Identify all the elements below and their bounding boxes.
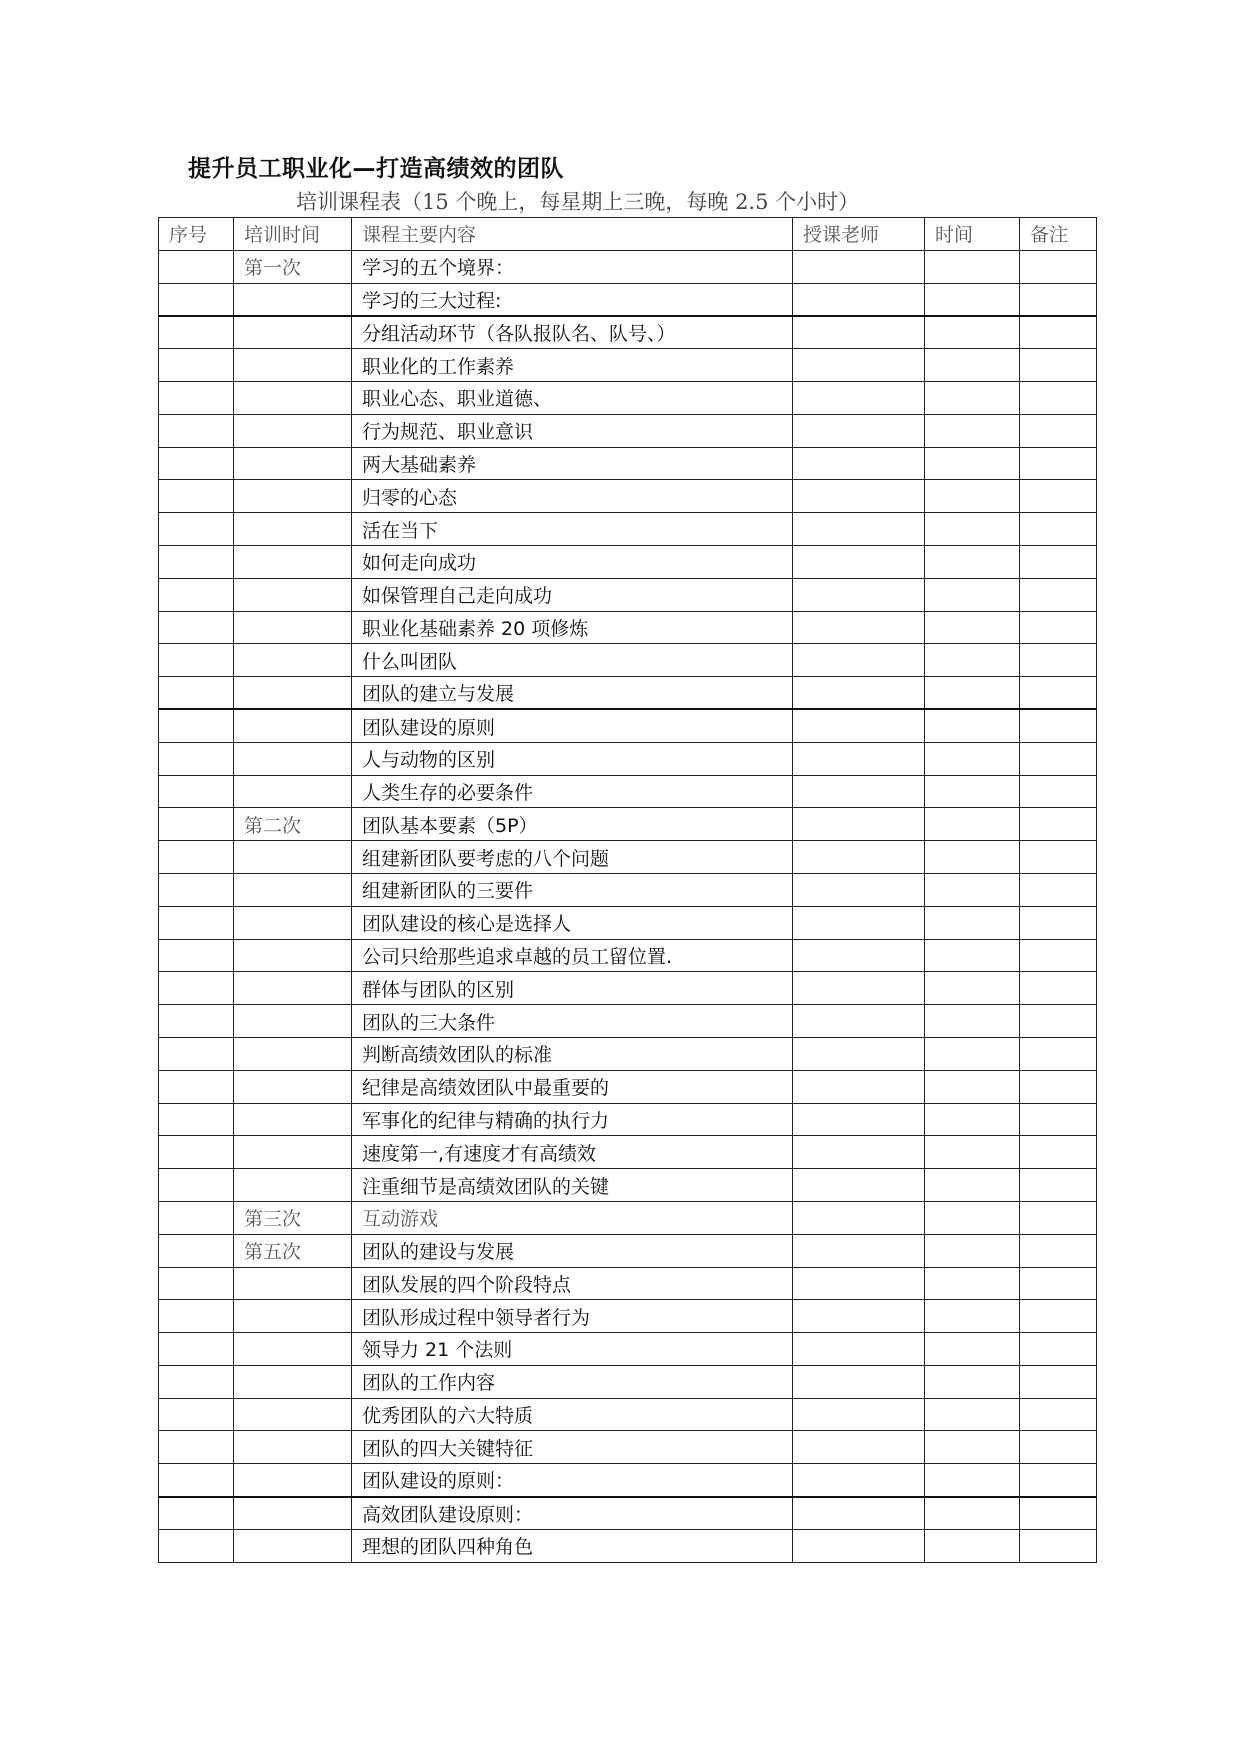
- remarks-cell: [1020, 414, 1097, 447]
- instructor-cell: [793, 513, 925, 546]
- remarks-cell: [1020, 1300, 1097, 1333]
- session-cell: [234, 841, 352, 874]
- remarks-cell: [1020, 873, 1097, 906]
- time-cell: [925, 1267, 1020, 1300]
- content-cell: 团队的工作内容: [352, 1365, 793, 1398]
- remarks-cell: [1020, 1103, 1097, 1136]
- session-cell: [234, 873, 352, 906]
- remarks-cell: [1020, 742, 1097, 775]
- content-cell: 人与动物的区别: [352, 742, 793, 775]
- remarks-cell: [1020, 381, 1097, 414]
- content-cell: 组建新团队要考虑的八个问题: [352, 841, 793, 874]
- index-cell: [159, 1333, 234, 1366]
- table-row: [159, 513, 1097, 546]
- index-cell: [159, 578, 234, 611]
- remarks-cell: [1020, 1529, 1097, 1562]
- index-cell: [159, 775, 234, 808]
- session-cell: [234, 939, 352, 972]
- index-cell: [159, 480, 234, 513]
- time-cell: [925, 939, 1020, 972]
- remarks-cell: [1020, 513, 1097, 546]
- index-cell: [159, 1529, 234, 1562]
- time-cell: [925, 578, 1020, 611]
- content-cell: 活在当下: [352, 513, 793, 546]
- remarks-cell: [1020, 841, 1097, 874]
- time-cell: [925, 873, 1020, 906]
- table-row: [159, 1431, 1097, 1464]
- content-cell: 军事化的纪律与精确的执行力: [352, 1103, 793, 1136]
- time-cell: [925, 447, 1020, 480]
- instructor-cell: [793, 972, 925, 1005]
- instructor-cell: [793, 1103, 925, 1136]
- content-cell: 学习的五个境界：: [352, 250, 793, 283]
- time-cell: [925, 1529, 1020, 1562]
- session-cell: [234, 1333, 352, 1366]
- header-instructor: 授课老师: [793, 218, 925, 251]
- instructor-cell: [793, 1300, 925, 1333]
- session-cell: [234, 1037, 352, 1070]
- time-cell: [925, 1070, 1020, 1103]
- index-cell: [159, 1103, 234, 1136]
- table-row: [159, 1497, 1097, 1530]
- table-row: [159, 1365, 1097, 1398]
- content-cell: 团队建设的核心是选择人: [352, 906, 793, 939]
- content-cell: 团队形成过程中领导者行为: [352, 1300, 793, 1333]
- time-cell: [925, 283, 1020, 316]
- content-cell: 理想的团队四种角色: [352, 1529, 793, 1562]
- time-cell: [925, 1431, 1020, 1464]
- instructor-cell: [793, 414, 925, 447]
- remarks-cell: [1020, 677, 1097, 710]
- session-cell: [234, 1497, 352, 1530]
- index-cell: [159, 349, 234, 382]
- header-training-time: 培训时间: [234, 218, 352, 251]
- index-cell: [159, 1005, 234, 1038]
- remarks-cell: [1020, 1201, 1097, 1234]
- table-row: [159, 644, 1097, 677]
- content-cell: 职业化的工作素养: [352, 349, 793, 382]
- session-cell: 第二次: [234, 808, 352, 841]
- table-row: [159, 349, 1097, 382]
- instructor-cell: [793, 578, 925, 611]
- instructor-cell: [793, 1201, 925, 1234]
- index-cell: [159, 709, 234, 742]
- instructor-cell: [793, 906, 925, 939]
- remarks-cell: [1020, 1005, 1097, 1038]
- session-cell: [234, 1365, 352, 1398]
- session-cell: [234, 1005, 352, 1038]
- instructor-cell: [793, 742, 925, 775]
- header-remarks: 备注: [1020, 218, 1097, 251]
- remarks-cell: [1020, 578, 1097, 611]
- session-cell: [234, 906, 352, 939]
- remarks-cell: [1020, 1431, 1097, 1464]
- session-cell: [234, 480, 352, 513]
- session-cell: 第一次: [234, 250, 352, 283]
- session-cell: [234, 316, 352, 349]
- instructor-cell: [793, 939, 925, 972]
- index-cell: [159, 1431, 234, 1464]
- index-cell: [159, 644, 234, 677]
- table-row: [159, 1169, 1097, 1202]
- remarks-cell: [1020, 283, 1097, 316]
- index-cell: [159, 1136, 234, 1169]
- session-cell: [234, 1529, 352, 1562]
- session-cell: [234, 578, 352, 611]
- instructor-cell: [793, 1136, 925, 1169]
- instructor-cell: [793, 480, 925, 513]
- time-cell: [925, 250, 1020, 283]
- page-title: 提升员工职业化—打造高绩效的团队: [188, 156, 564, 182]
- remarks-cell: [1020, 1037, 1097, 1070]
- session-cell: [234, 1398, 352, 1431]
- remarks-cell: [1020, 709, 1097, 742]
- table-row: [159, 545, 1097, 578]
- time-cell: [925, 808, 1020, 841]
- session-cell: [234, 381, 352, 414]
- table-row: [159, 709, 1097, 742]
- instructor-cell: [793, 447, 925, 480]
- index-cell: [159, 414, 234, 447]
- remarks-cell: [1020, 644, 1097, 677]
- time-cell: [925, 1464, 1020, 1497]
- remarks-cell: [1020, 611, 1097, 644]
- instructor-cell: [793, 841, 925, 874]
- header-time: 时间: [925, 218, 1020, 251]
- table-row: [159, 414, 1097, 447]
- remarks-cell: [1020, 1136, 1097, 1169]
- time-cell: [925, 316, 1020, 349]
- content-cell: 团队的三大条件: [352, 1005, 793, 1038]
- time-cell: [925, 906, 1020, 939]
- session-cell: [234, 611, 352, 644]
- index-cell: [159, 808, 234, 841]
- time-cell: [925, 1005, 1020, 1038]
- session-cell: [234, 513, 352, 546]
- content-cell: 职业心态、职业道德、: [352, 381, 793, 414]
- content-cell: 优秀团队的六大特质: [352, 1398, 793, 1431]
- content-cell: 互动游戏: [352, 1201, 793, 1234]
- index-cell: [159, 1497, 234, 1530]
- session-cell: [234, 1267, 352, 1300]
- content-cell: 速度第一,有速度才有高绩效: [352, 1136, 793, 1169]
- time-cell: [925, 1333, 1020, 1366]
- table-row: [159, 1529, 1097, 1562]
- table-row: [159, 972, 1097, 1005]
- content-cell: 两大基础素养: [352, 447, 793, 480]
- table-header-row: [159, 218, 1097, 251]
- index-cell: [159, 873, 234, 906]
- table-row: [159, 1136, 1097, 1169]
- instructor-cell: [793, 1398, 925, 1431]
- table-row: [159, 1234, 1097, 1267]
- table-row: [159, 808, 1097, 841]
- remarks-cell: [1020, 447, 1097, 480]
- session-cell: [234, 742, 352, 775]
- remarks-cell: [1020, 1497, 1097, 1530]
- content-cell: 注重细节是高绩效团队的关键: [352, 1169, 793, 1202]
- table-body: [159, 250, 1097, 1562]
- remarks-cell: [1020, 939, 1097, 972]
- remarks-cell: [1020, 775, 1097, 808]
- instructor-cell: [793, 1169, 925, 1202]
- time-cell: [925, 1169, 1020, 1202]
- instructor-cell: [793, 250, 925, 283]
- index-cell: [159, 250, 234, 283]
- header-course-content: 课程主要内容: [352, 218, 793, 251]
- table-row: [159, 841, 1097, 874]
- instructor-cell: [793, 1037, 925, 1070]
- index-cell: [159, 1201, 234, 1234]
- instructor-cell: [793, 1497, 925, 1530]
- instructor-cell: [793, 316, 925, 349]
- time-cell: [925, 1234, 1020, 1267]
- remarks-cell: [1020, 1169, 1097, 1202]
- time-cell: [925, 414, 1020, 447]
- table-row: [159, 1037, 1097, 1070]
- remarks-cell: [1020, 349, 1097, 382]
- table-row: [159, 677, 1097, 710]
- remarks-cell: [1020, 1070, 1097, 1103]
- time-cell: [925, 775, 1020, 808]
- session-cell: 第三次: [234, 1201, 352, 1234]
- remarks-cell: [1020, 480, 1097, 513]
- time-cell: [925, 644, 1020, 677]
- instructor-cell: [793, 808, 925, 841]
- table-row: [159, 1398, 1097, 1431]
- session-cell: [234, 972, 352, 1005]
- remarks-cell: [1020, 1234, 1097, 1267]
- table-row: [159, 1333, 1097, 1366]
- instructor-cell: [793, 1464, 925, 1497]
- time-cell: [925, 1136, 1020, 1169]
- index-cell: [159, 939, 234, 972]
- content-cell: 职业化基础素养 20 项修炼: [352, 611, 793, 644]
- content-cell: 团队的建设与发展: [352, 1234, 793, 1267]
- index-cell: [159, 283, 234, 316]
- remarks-cell: [1020, 316, 1097, 349]
- index-cell: [159, 316, 234, 349]
- session-cell: [234, 709, 352, 742]
- index-cell: [159, 611, 234, 644]
- session-cell: [234, 414, 352, 447]
- session-cell: [234, 775, 352, 808]
- time-cell: [925, 1037, 1020, 1070]
- time-cell: [925, 1201, 1020, 1234]
- session-cell: [234, 1136, 352, 1169]
- index-cell: [159, 906, 234, 939]
- index-cell: [159, 677, 234, 710]
- content-cell: 行为规范、职业意识: [352, 414, 793, 447]
- instructor-cell: [793, 873, 925, 906]
- time-cell: [925, 1497, 1020, 1530]
- content-cell: 学习的三大过程:: [352, 283, 793, 316]
- session-cell: [234, 644, 352, 677]
- content-cell: 什么叫团队: [352, 644, 793, 677]
- content-cell: 如何走向成功: [352, 545, 793, 578]
- index-cell: [159, 1300, 234, 1333]
- content-cell: 领导力 21 个法则: [352, 1333, 793, 1366]
- remarks-cell: [1020, 250, 1097, 283]
- table-row: [159, 578, 1097, 611]
- page-subtitle: 培训课程表（15 个晚上，每星期上三晚，每晚 2.5 个小时）: [296, 190, 860, 214]
- time-cell: [925, 841, 1020, 874]
- index-cell: [159, 545, 234, 578]
- instructor-cell: [793, 1005, 925, 1038]
- table-row: [159, 1267, 1097, 1300]
- session-cell: [234, 1300, 352, 1333]
- table-row: [159, 283, 1097, 316]
- session-cell: [234, 283, 352, 316]
- table-row: [159, 1005, 1097, 1038]
- remarks-cell: [1020, 1267, 1097, 1300]
- header-index: 序号: [159, 218, 234, 251]
- content-cell: 团队的建立与发展: [352, 677, 793, 710]
- instructor-cell: [793, 349, 925, 382]
- index-cell: [159, 841, 234, 874]
- index-cell: [159, 1267, 234, 1300]
- index-cell: [159, 447, 234, 480]
- content-cell: 纪律是高绩效团队中最重要的: [352, 1070, 793, 1103]
- time-cell: [925, 545, 1020, 578]
- content-cell: 归零的心态: [352, 480, 793, 513]
- time-cell: [925, 1365, 1020, 1398]
- instructor-cell: [793, 775, 925, 808]
- instructor-cell: [793, 709, 925, 742]
- session-cell: [234, 447, 352, 480]
- table-row: [159, 775, 1097, 808]
- time-cell: [925, 1300, 1020, 1333]
- content-cell: 如保管理自己走向成功: [352, 578, 793, 611]
- instructor-cell: [793, 677, 925, 710]
- index-cell: [159, 1365, 234, 1398]
- time-cell: [925, 611, 1020, 644]
- table-row: [159, 611, 1097, 644]
- session-cell: [234, 677, 352, 710]
- content-cell: 团队发展的四个阶段特点: [352, 1267, 793, 1300]
- time-cell: [925, 972, 1020, 1005]
- instructor-cell: [793, 1070, 925, 1103]
- index-cell: [159, 1464, 234, 1497]
- table-row: [159, 1201, 1097, 1234]
- table-row: [159, 1070, 1097, 1103]
- table-row: [159, 447, 1097, 480]
- session-cell: 第五次: [234, 1234, 352, 1267]
- content-cell: 群体与团队的区别: [352, 972, 793, 1005]
- remarks-cell: [1020, 1365, 1097, 1398]
- instructor-cell: [793, 1365, 925, 1398]
- time-cell: [925, 480, 1020, 513]
- time-cell: [925, 513, 1020, 546]
- table-row: [159, 1103, 1097, 1136]
- content-cell: 高效团队建设原则：: [352, 1497, 793, 1530]
- instructor-cell: [793, 1267, 925, 1300]
- content-cell: 团队建设的原则：: [352, 1464, 793, 1497]
- table-row: [159, 381, 1097, 414]
- time-cell: [925, 1398, 1020, 1431]
- table-row: [159, 939, 1097, 972]
- time-cell: [925, 742, 1020, 775]
- index-cell: [159, 1398, 234, 1431]
- time-cell: [925, 1103, 1020, 1136]
- table-row: [159, 873, 1097, 906]
- index-cell: [159, 1037, 234, 1070]
- content-cell: 团队建设的原则: [352, 709, 793, 742]
- content-cell: 判断高绩效团队的标准: [352, 1037, 793, 1070]
- content-cell: 人类生存的必要条件: [352, 775, 793, 808]
- table-row: [159, 250, 1097, 283]
- remarks-cell: [1020, 545, 1097, 578]
- time-cell: [925, 381, 1020, 414]
- session-cell: [234, 1169, 352, 1202]
- instructor-cell: [793, 611, 925, 644]
- remarks-cell: [1020, 1333, 1097, 1366]
- content-cell: 团队基本要素（5P）: [352, 808, 793, 841]
- session-cell: [234, 349, 352, 382]
- index-cell: [159, 381, 234, 414]
- remarks-cell: [1020, 808, 1097, 841]
- time-cell: [925, 677, 1020, 710]
- remarks-cell: [1020, 1398, 1097, 1431]
- index-cell: [159, 513, 234, 546]
- instructor-cell: [793, 1431, 925, 1464]
- time-cell: [925, 349, 1020, 382]
- table-row: [159, 1300, 1097, 1333]
- instructor-cell: [793, 1234, 925, 1267]
- table-row: [159, 906, 1097, 939]
- remarks-cell: [1020, 972, 1097, 1005]
- instructor-cell: [793, 545, 925, 578]
- time-cell: [925, 709, 1020, 742]
- content-cell: 团队的四大关键特征: [352, 1431, 793, 1464]
- index-cell: [159, 742, 234, 775]
- index-cell: [159, 1070, 234, 1103]
- instructor-cell: [793, 644, 925, 677]
- index-cell: [159, 1169, 234, 1202]
- table-row: [159, 316, 1097, 349]
- session-cell: [234, 1464, 352, 1497]
- instructor-cell: [793, 283, 925, 316]
- table-row: [159, 1464, 1097, 1497]
- course-schedule-table: [158, 217, 1097, 1563]
- index-cell: [159, 972, 234, 1005]
- session-cell: [234, 545, 352, 578]
- index-cell: [159, 1234, 234, 1267]
- content-cell: 公司只给那些追求卓越的员工留位置.: [352, 939, 793, 972]
- session-cell: [234, 1070, 352, 1103]
- instructor-cell: [793, 381, 925, 414]
- remarks-cell: [1020, 906, 1097, 939]
- content-cell: 分组活动环节（各队报队名、队号、）: [352, 316, 793, 349]
- session-cell: [234, 1103, 352, 1136]
- instructor-cell: [793, 1333, 925, 1366]
- content-cell: 组建新团队的三要件: [352, 873, 793, 906]
- remarks-cell: [1020, 1464, 1097, 1497]
- table-row: [159, 742, 1097, 775]
- session-cell: [234, 1431, 352, 1464]
- table-row: [159, 480, 1097, 513]
- instructor-cell: [793, 1529, 925, 1562]
